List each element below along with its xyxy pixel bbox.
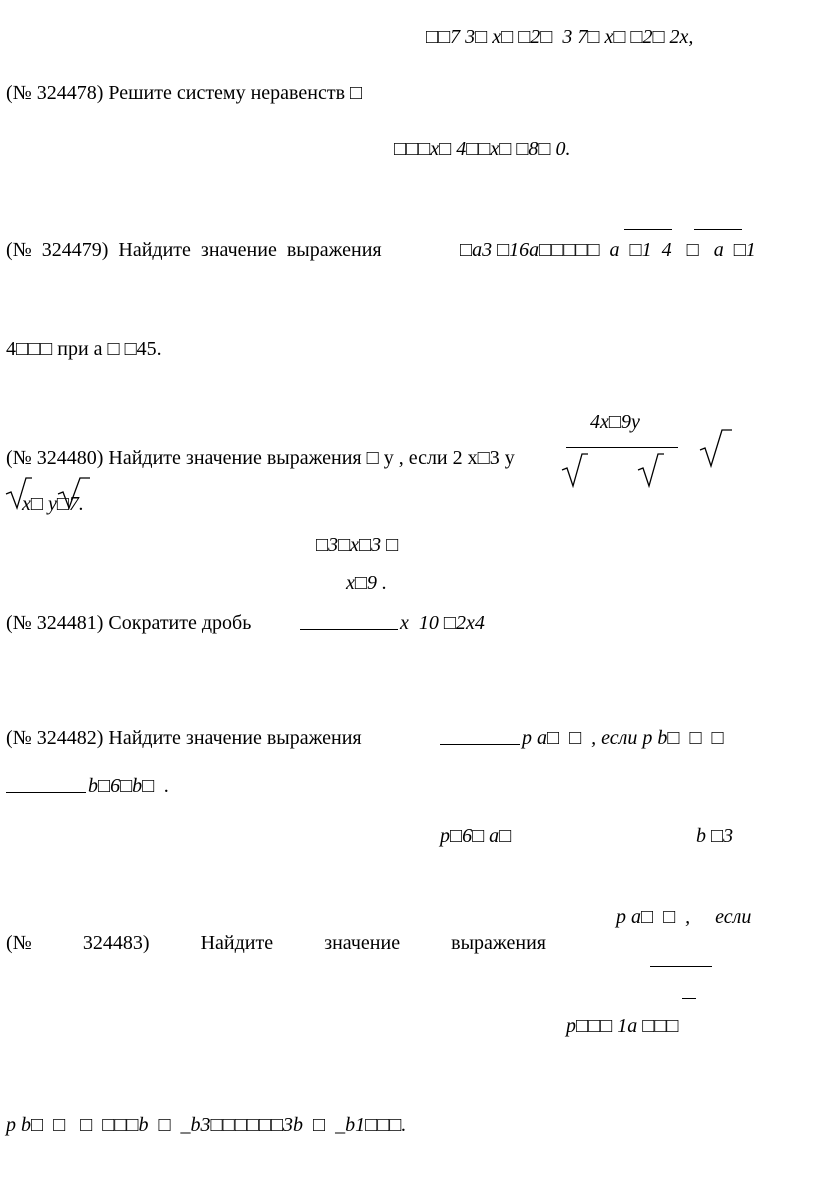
problem-324480-numerator: 4x□9y — [590, 411, 640, 433]
problem-324483-condition: p b□ □ □ □□□b □ _b3□□□□□□3b □ _b1□□□. — [6, 1114, 407, 1136]
problem-324480-text: (№ 324480) Найдите значение выражения □ y , если 2 x□3 y — [6, 447, 515, 469]
problem-324483-denominator: p□□□ 1a □□□ — [566, 1015, 679, 1037]
problem-324482-denominator-right: b □3 — [696, 825, 734, 847]
problem-324481-denominator: x 10 □2x4 — [400, 612, 485, 634]
fraction-bar — [6, 792, 86, 793]
fraction-bar — [440, 744, 520, 745]
problem-324481-numerator: □3□x□3 □ — [316, 534, 399, 556]
sqrt-symbol — [560, 452, 588, 488]
sqrt-symbol — [636, 452, 664, 488]
problem-324482-text: (№ 324482) Найдите значение выражения — [6, 727, 362, 749]
problem-324481-subexpr: x□9 . — [346, 572, 387, 594]
problem-324483-text: (№ 324483) Найдите значение выражения — [6, 932, 546, 954]
problem-324482-denominator-left: p□6□ a□ — [440, 825, 512, 847]
radical-bar — [624, 229, 672, 230]
problem-324482-continuation: b□6□b□ . — [88, 775, 170, 797]
problem-324483-expr: p a□ □ , если — [616, 906, 752, 928]
fraction-bar — [650, 966, 712, 967]
problem-324478-text: (№ 324478) Решите систему неравенств □ — [6, 82, 363, 104]
problem-324481-text: (№ 324481) Сократите дробь — [6, 612, 252, 634]
formula-line: □□7 3□ x□ □2□ 3 7□ x□ □2□ 2x, — [426, 26, 694, 48]
sqrt-symbol — [698, 428, 732, 468]
fraction-bar — [300, 629, 398, 630]
problem-324480-continuation: x□ y□7. — [22, 493, 84, 515]
problem-324482-expr: p a□ □ , если p b□ □ □ — [522, 727, 724, 749]
fraction-bar — [566, 447, 678, 448]
problem-324479-continuation: 4□□□ при a □ □45. — [6, 338, 162, 360]
fraction-bar — [682, 998, 696, 999]
problem-324479-formula: □a3 □16a□□□□□ a □1 4 □ a □1 — [460, 239, 756, 261]
problem-324478-formula: □□□x□ 4□□x□ □8□ 0. — [394, 138, 571, 160]
problem-324479-text: (№ 324479) Найдите значение выражения — [6, 239, 382, 261]
radical-bar — [694, 229, 742, 230]
